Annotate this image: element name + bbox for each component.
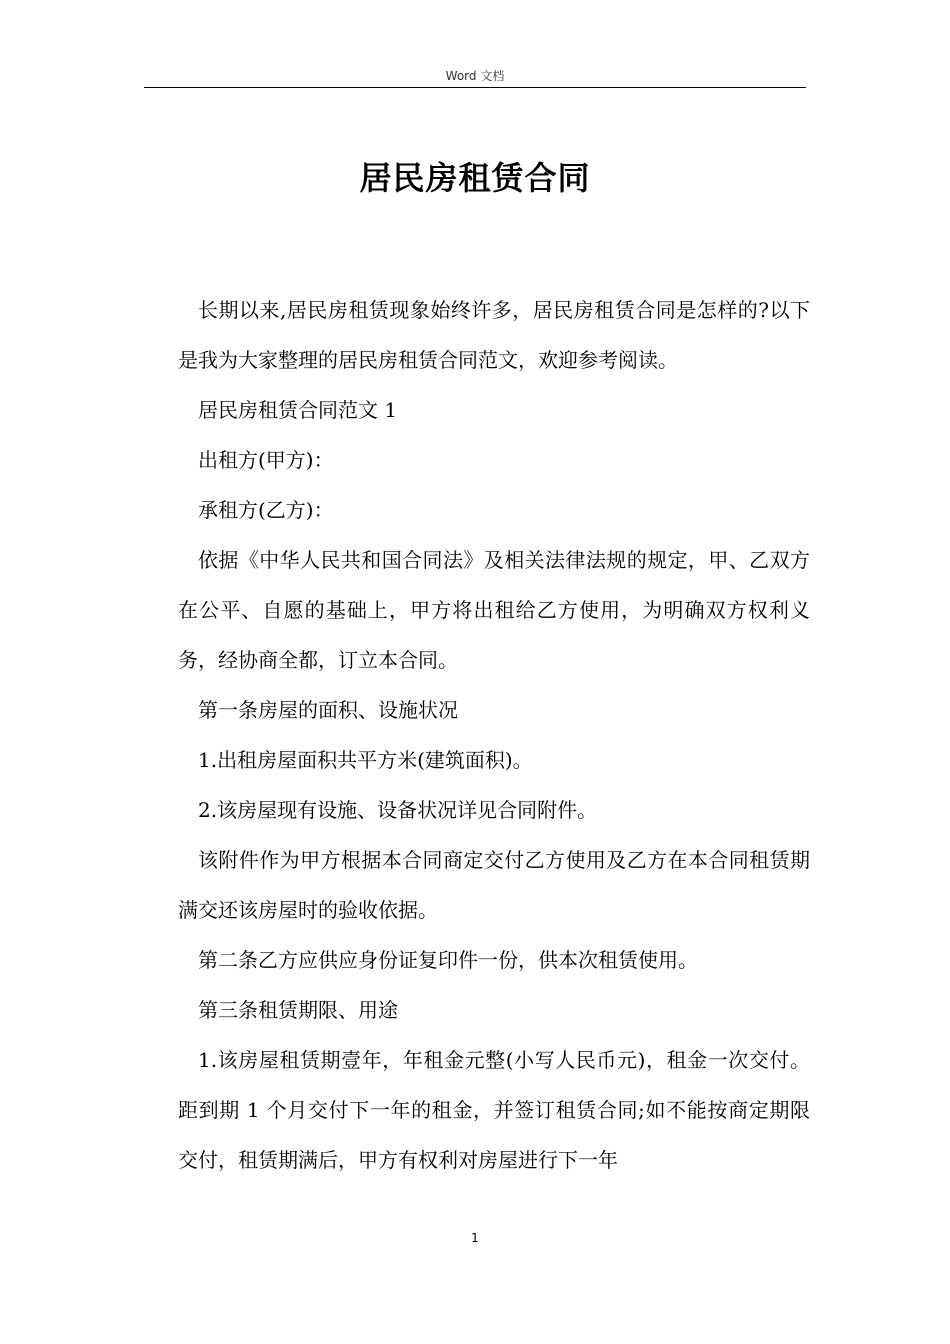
article-3-heading: 第三条租赁期限、用途 bbox=[198, 998, 398, 1022]
article-2-paragraph: 第二条乙方应供应身份证复印件一份，供本次租赁使用。 bbox=[198, 948, 698, 972]
document-body bbox=[178, 285, 810, 1185]
article-1-heading: 第一条房屋的面积、设施状况 bbox=[198, 698, 458, 722]
attachment-paragraph: 该附件作为甲方根据本合同商定交付乙方使用及乙方在本合同租赁期满交还该房屋时的验收依据。 bbox=[178, 848, 810, 922]
header-divider bbox=[144, 87, 806, 88]
intro-paragraph: 长期以来,居民房租赁现象始终许多，居民房租赁合同是怎样的?以下是我为大家整理的居民房租赁合同范文，欢迎参考阅读。 bbox=[178, 298, 810, 372]
article-1-item-2: 2.该房屋现有设施、设备状况详见合同附件。 bbox=[198, 798, 598, 822]
article-1-item-1: 1.出租房屋面积共平方米(建筑面积)。 bbox=[198, 748, 533, 772]
page-header-label: Word 文档 bbox=[445, 69, 505, 83]
preamble-paragraph: 依据《中华人民共和国合同法》及相关法律法规的规定，甲、乙双方在公平、自愿的基础上，甲方将出租给乙方使用，为明确双方权利义务，经协商全都，订立本合同。 bbox=[178, 548, 810, 672]
article-3-item-1: 1.该房屋租赁期壹年，年租金元整(小写人民币元)，租金一次交付。距到期 1 个月交付下一年的租金，并签订租赁合同;如不能按商定期限交付，租赁期满后，甲方有权利对房屋进行下一年 bbox=[178, 1048, 810, 1172]
lessor-line: 出租方(甲方)： bbox=[198, 448, 334, 472]
document-title: 居民房租赁合同 bbox=[359, 159, 591, 197]
sample-heading: 居民房租赁合同范文 1 bbox=[198, 398, 398, 422]
page-number: 1 bbox=[471, 1231, 479, 1245]
lessee-line: 承租方(乙方)： bbox=[198, 498, 334, 522]
